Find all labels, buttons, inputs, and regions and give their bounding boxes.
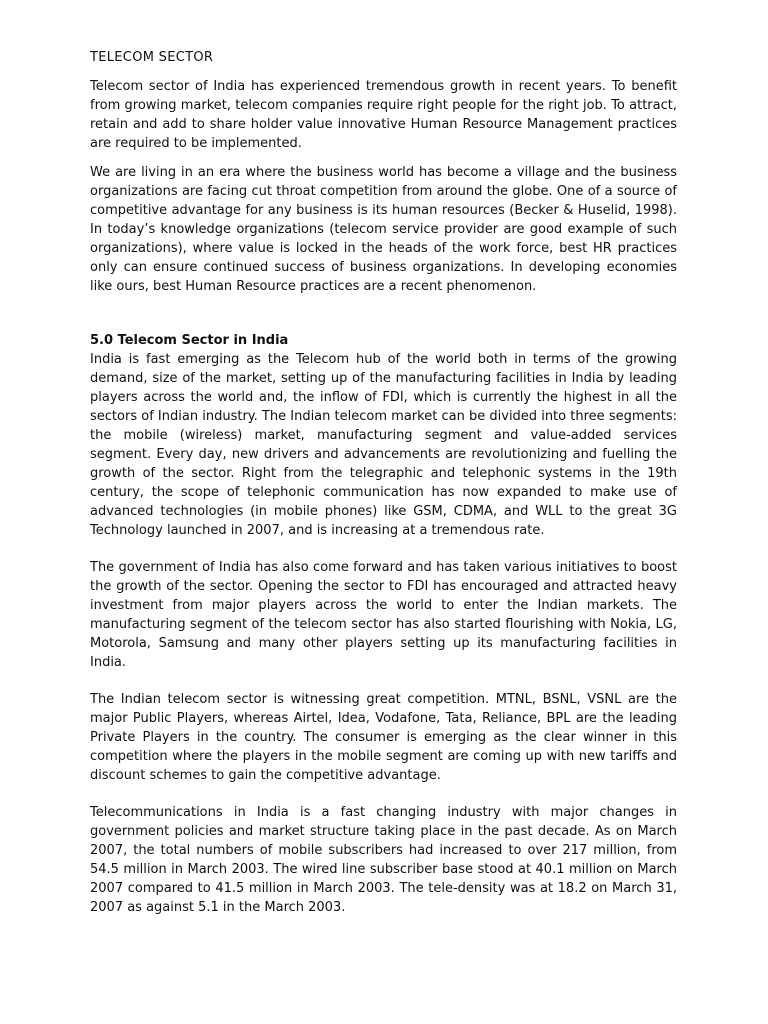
document-page	[90, 48, 677, 927]
intro-paragraph-2: We are living in an era where the business world has become a village and the business organizations are facing cut throat competition from around the globe. One of a source of competitive advantage for any business is its human resources (Becker & Huselid, 1998). In today’s knowledge organizations (telecom service provider are good example of such organizations), where value is locked in the heads of the work force, best HR practices only can ensure continued success of business organizations. In developing economies like ours, best Human Resource practices are a recent phenomenon.	[90, 165, 677, 294]
intro-paragraph-1: Telecom sector of India has experienced tremendous growth in recent years. To benefit from growing market, telecom companies require right people for the right job. To attract, retain and add to share holder value innovative Human Resource Management practices are required to be implemented.	[90, 79, 677, 151]
section-paragraph-4: Telecommunications in India is a fast changing industry with major changes in government policies and market structure taking place in the past decade. As on March 2007, the total numbers of mobile subscribers had increased to over 217 million, from 54.5 million in March 2003. The wired line subscriber base stood at 40.1 million on March 2007 compared to 41.5 million in March 2003. The tele-density was at 18.2 on March 31, 2007 as against 5.1 in the March 2003.	[90, 805, 677, 915]
section-paragraph-2: The government of India has also come forward and has taken various initiatives to boost the growth of the sector. Opening the sector to FDI has encouraged and attracted heavy investment from major players across the world to enter the Indian markets. The manufacturing segment of the telecom sector has also started flourishing with Nokia, LG, Motorola, Samsung and many other players setting up its manufacturing facilities in India.	[90, 560, 677, 670]
section-paragraph-1: India is fast emerging as the Telecom hub of the world both in terms of the growing demand, size of the market, setting up of the manufacturing facilities in India by leading players across the world and, the inflow of FDI, which is currently the highest in all the sectors of Indian industry. The Indian telecom market can be divided into three segments: the mobile (wireless) market, manufacturing segment and value-added services segment. Every day, new drivers and advancements are revolutionizing and fuelling the growth of the sector. Right from the telegraphic and telephonic systems in the 19th century, the scope of telephonic communication has now expanded to make use of advanced technologies (in mobile phones) like GSM, CDMA, and WLL to the great 3G Technology launched in 2007, and is increasing at a tremendous rate.	[90, 352, 677, 538]
section-heading: 5.0 Telecom Sector in India	[90, 333, 289, 348]
document-title: TELECOM SECTOR	[90, 50, 214, 65]
section-paragraph-3: The Indian telecom sector is witnessing great competition. MTNL, BSNL, VSNL are the major Public Players, whereas Airtel, Idea, Vodafone, Tata, Reliance, BPL are the leading Private Players in the country. The consumer is emerging as the clear winner in this competition where the players in the mobile segment are coming up with new tariffs and discount schemes to gain the competitive advantage.	[90, 692, 677, 783]
